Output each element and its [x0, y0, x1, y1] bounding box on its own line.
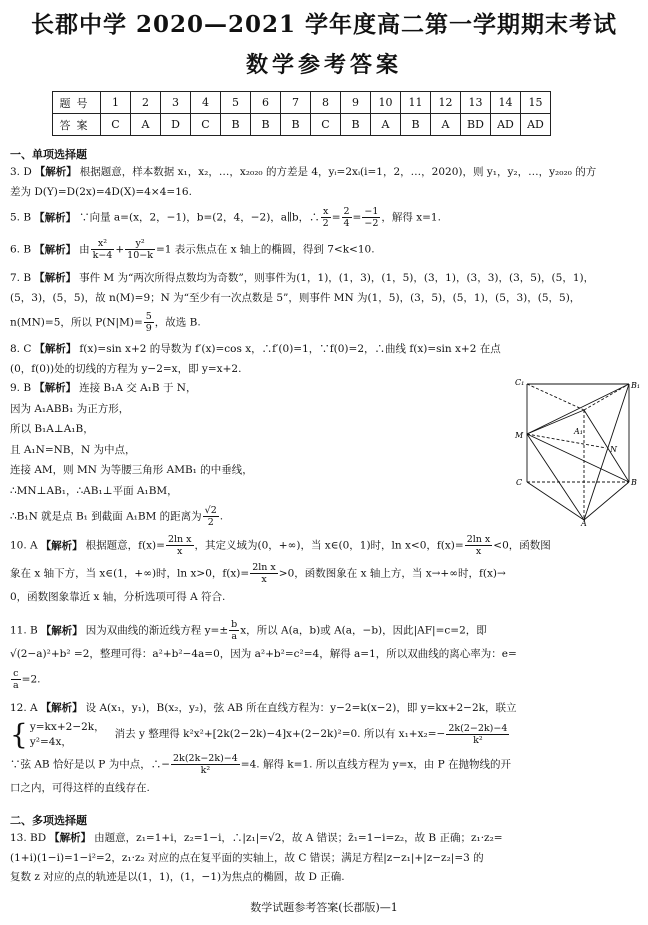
fraction: $\frac{2k(2-2k)-4}{\text{k²}}$ [448, 723, 508, 746]
table-cell: 1 [101, 92, 131, 114]
table-cell: 14 [491, 92, 521, 114]
fraction: $\frac{-1}{-2}$ [364, 206, 379, 229]
label-m: M [515, 431, 524, 440]
solution-text: 事件 M 为“两次所得点数均为奇数”，则事件为(1，1)，(1，3)，(1，5)，(3，1)，(3，3)，(3，5)，(5，1)， [79, 272, 595, 284]
row-label: 答案 [53, 114, 101, 136]
solution-text: x，所以 A(a，b)或 A(a，−b)，因此|AF|=c=2，即 [240, 624, 487, 637]
question-number: 7. B [10, 272, 32, 284]
solution-text: (0，f(0))处的切线的方程为 y−2=x，即 y=x+2. [10, 362, 242, 375]
fraction: $\frac{b}{a}$ [231, 619, 238, 642]
solution-text: n(MN)=5，所以 P(N|M)= [10, 316, 143, 329]
question-7-solution [10, 269, 638, 334]
table-cell: C [101, 114, 131, 136]
question-3-solution [10, 163, 638, 202]
table-cell: A [131, 114, 161, 136]
solution-text: ∴MN⊥AB₁，∴AB₁⊥平面 A₁BM， [10, 484, 178, 497]
solution-text: <0，函数图 [493, 539, 551, 552]
question-13-solution [10, 829, 638, 888]
brace-icon: { [10, 717, 28, 751]
table-cell: 5 [221, 92, 251, 114]
question-5-solution: 5. B 【解析】 ∵向量 a=(x，2，−1)，b=(2，4，−2)，a∥b，∴ $\frac{x}{2}$ = $\frac{2}{4}$ = $\frac{-1}{-2}$ ，解得 x=1. [10, 206, 441, 229]
table-cell: 8 [311, 92, 341, 114]
table-cell: 11 [401, 92, 431, 114]
fraction: $\frac{x}{2}$ [322, 206, 329, 229]
table-cell: 6 [251, 92, 281, 114]
table-cell: 4 [191, 92, 221, 114]
table-cell: AD [491, 114, 521, 136]
question-number: 12. A [10, 702, 38, 714]
question-6-solution: 6. B 【解析】 由 $\frac{\text{x²}}{k-4}$ + $\frac{\text{y²}}{10-k}$ =1 表示焦点在 x 轴上的椭圆，得到 7<k<10. [10, 238, 375, 261]
analysis-tag: 【解析】 [34, 382, 77, 394]
label-a1: A₁ [574, 427, 583, 436]
question-number: 8. C [10, 343, 32, 355]
analysis-tag: 【解析】 [40, 702, 83, 714]
question-10-solution [10, 534, 638, 608]
table-cell: AD [521, 114, 551, 136]
solution-text: ∵弦 AB 恰好是以 P 为中点，∴− [10, 758, 171, 770]
page-subtitle: 数学参考答案 [245, 52, 402, 78]
table-cell: B [251, 114, 281, 136]
question-number: 9. B [10, 382, 32, 394]
fraction: $\frac{\text{x²}}{k-4}$ [92, 238, 113, 261]
page-footer: 数学试题参考答案(长郡版)—1 [250, 901, 398, 914]
system-eq-2: y²=4x， [29, 735, 72, 748]
solution-text: 象在 x 轴下方，当 x∈(1，+∞)时，ln x>0，f(x)= [10, 567, 250, 580]
fraction: $\frac{\text{2ln x}}{x}$ [466, 534, 491, 557]
table-cell: B [401, 114, 431, 136]
solution-text: 复数 z 对应的点的轨迹是以(1，1)，(1，−1)为焦点的椭圆，故 D 正确. [10, 871, 345, 883]
table-cell: C [191, 114, 221, 136]
edge-a1b1 [584, 384, 629, 410]
label-c1: C₁ [515, 378, 525, 387]
question-number: 6. B [10, 243, 32, 256]
answer-row [53, 114, 551, 136]
table-cell: 10 [371, 92, 401, 114]
table-cell: C [311, 114, 341, 136]
solution-text: (1+i)(1−i)=1−i²=2，z₁·z₂ 对应的点在复平面的实轴上，故 C 错误；满足方程|z−z₁|+|z−z₂|=3 的 [10, 851, 484, 864]
analysis-tag: 【解析】 [49, 832, 92, 844]
question-number: 10. A [10, 539, 38, 552]
question-12-solution [10, 699, 638, 798]
label-n: N [610, 445, 617, 454]
solution-text: ，其定义域为(0，+∞)，当 x∈(0，1)时，ln x<0，f(x)= [194, 539, 464, 552]
table-cell: A [431, 114, 461, 136]
answer-table [52, 91, 551, 136]
question-9-solution [10, 378, 510, 528]
question-8-solution [10, 340, 638, 379]
table-cell: B [341, 114, 371, 136]
table-cell: 9 [341, 92, 371, 114]
solution-text: 0，函数图象靠近 x 轴，分析选项可得 A 符合. [10, 591, 226, 603]
analysis-tag: 【解析】 [40, 539, 83, 552]
solution-text: ，解得 x=1. [381, 211, 441, 224]
section-heading-single-choice: 一、单项选择题 [10, 148, 87, 161]
solution-text: =1 表示焦点在 x 轴上的椭圆，得到 7<k<10. [155, 243, 375, 256]
question-number: 13. BD [10, 832, 47, 844]
solution-text: =2. [21, 673, 41, 685]
fraction: $\frac{√2}{2}$ [204, 505, 217, 528]
fraction: $\frac{2}{4}$ [343, 206, 350, 229]
section-heading-multiple-choice: 二、多项选择题 [10, 814, 87, 827]
solution-text: 根据题意，样本数据 x₁，x₂，…，x₂₀₂₀ 的方差是 4，yᵢ=2xᵢ(i=1，2，…，2020)，则 y₁，y₂，…，y₂₀₂₀ 的方 [79, 166, 597, 178]
solution-text: >0，函数图象在 x 轴上方，当 x→+∞时，f(x)→ [278, 567, 506, 580]
solution-text: 口之内，可得这样的直线存在. [10, 781, 150, 794]
solution-text: 由 [79, 243, 90, 256]
solution-text: ，故选 B. [154, 316, 201, 329]
question-number: 3. D [10, 166, 32, 178]
fraction: $\frac{2k(2k-2k)-4}{\text{k²}}$ [173, 752, 238, 776]
solution-text: (5，3)，(5，5)，故 n(M)=9；N 为“至少有一次点数是 5”，则事件 MN 为(1，5)，(3，5)，(5，1)，(5，3)，(5，5)， [10, 291, 581, 304]
segment-ma [527, 434, 584, 520]
solution-text: 所以 B₁A⊥A₁B， [10, 423, 94, 435]
label-b1: B₁ [631, 381, 641, 390]
table-cell: 2 [131, 92, 161, 114]
label-b: B [631, 478, 637, 487]
solution-text: 因为双曲线的渐近线方程 y=± [85, 624, 229, 637]
solution-text: 且 A₁N=NB，N 为中点， [10, 443, 136, 456]
fraction: $\frac{\text{2ln x}}{x}$ [167, 534, 192, 557]
analysis-tag: 【解析】 [34, 272, 77, 284]
row-label: 题号 [53, 92, 101, 114]
question-number-row [53, 92, 551, 114]
fraction: $\frac{\text{y²}}{10-k}$ [127, 238, 153, 261]
solution-text: ∴B₁N 就是点 B₁ 到截面 A₁BM 的距离为 [10, 510, 202, 523]
question-11-solution [10, 619, 638, 691]
solution-text: 因为 A₁ABB₁ 为正方形， [10, 402, 130, 415]
solution-text: 根据题意，f(x)= [85, 539, 165, 552]
prism-figure [512, 376, 642, 526]
solution-text: . [219, 510, 224, 523]
label-a: A [581, 519, 587, 526]
analysis-tag: 【解析】 [34, 166, 77, 178]
table-cell: D [161, 114, 191, 136]
fraction: $\frac{5}{9}$ [145, 311, 152, 334]
solution-text: 消去 y 整理得 k²x²+[2k(2−2k)−4]x+(2−2k)²=0. 所以有 x₁+x₂=− [114, 727, 446, 740]
solution-text: f(x)=sin x+2 的导数为 f′(x)=cos x，∴f′(0)=1，∵f(0)=2，∴曲线 f(x)=sin x+2 在点 [79, 343, 501, 355]
segment-b1a [584, 384, 629, 520]
table-cell: A [371, 114, 401, 136]
edge-ca [527, 482, 584, 520]
table-cell: 12 [431, 92, 461, 114]
question-number: 11. B [10, 624, 38, 637]
table-cell: 15 [521, 92, 551, 114]
solution-text: =4. 解得 k=1. 所以直线方程为 y=x，由 P 在抛物线的开 [240, 758, 512, 770]
solution-text: ∵向量 a=(x，2，−1)，b=(2，4，−2)，a∥b，∴ [79, 211, 320, 224]
fraction: $\frac{c}{a}$ [13, 667, 19, 691]
label-c: C [516, 478, 523, 487]
analysis-tag: 【解析】 [34, 211, 77, 224]
table-cell: 3 [161, 92, 191, 114]
table-cell: 7 [281, 92, 311, 114]
analysis-tag: 【解析】 [40, 624, 83, 637]
solution-text: 由题意，z₁=1+i，z₂=1−i，∴|z₁|=√2，故 A 错误；z̄₁=1−i=z₂，故 B 正确；z₁·z₂= [94, 832, 503, 844]
analysis-tag: 【解析】 [34, 243, 77, 256]
solution-text: 连接 AM，则 MN 为等腰三角形 AMB₁ 的中垂线， [10, 464, 253, 476]
exam-title: 长郡中学 2020—2021 学年度高二第一学期期末考试 [30, 11, 618, 38]
solution-text: 设 A(x₁，y₁)，B(x₂，y₂)，弦 AB 所在直线方程为：y−2=k(x−2)，即 y=kx+2−2k，联立 [85, 702, 517, 714]
edge-c1a1 [527, 384, 584, 410]
solution-text: √(2−a)²+b² =2，整理可得：a²+b²−4a=0，因为 a²+b²=c²=4，解得 a=1，所以双曲线的离心率为：e= [10, 648, 517, 660]
fraction: $\frac{\text{2ln x}}{x}$ [252, 562, 276, 585]
table-cell: B [221, 114, 251, 136]
question-number: 5. B [10, 211, 32, 224]
solution-text: 差为 D(Y)=D(2x)=4D(X)=4×4=16. [10, 185, 192, 198]
analysis-tag: 【解析】 [34, 343, 77, 355]
solution-text: 连接 B₁A 交 A₁B 于 N， [79, 382, 197, 394]
table-cell: BD [461, 114, 491, 136]
table-cell: B [281, 114, 311, 136]
system-eq-1: y=kx+2−2k， [29, 720, 105, 733]
segment-mn [527, 434, 606, 448]
table-cell: 13 [461, 92, 491, 114]
